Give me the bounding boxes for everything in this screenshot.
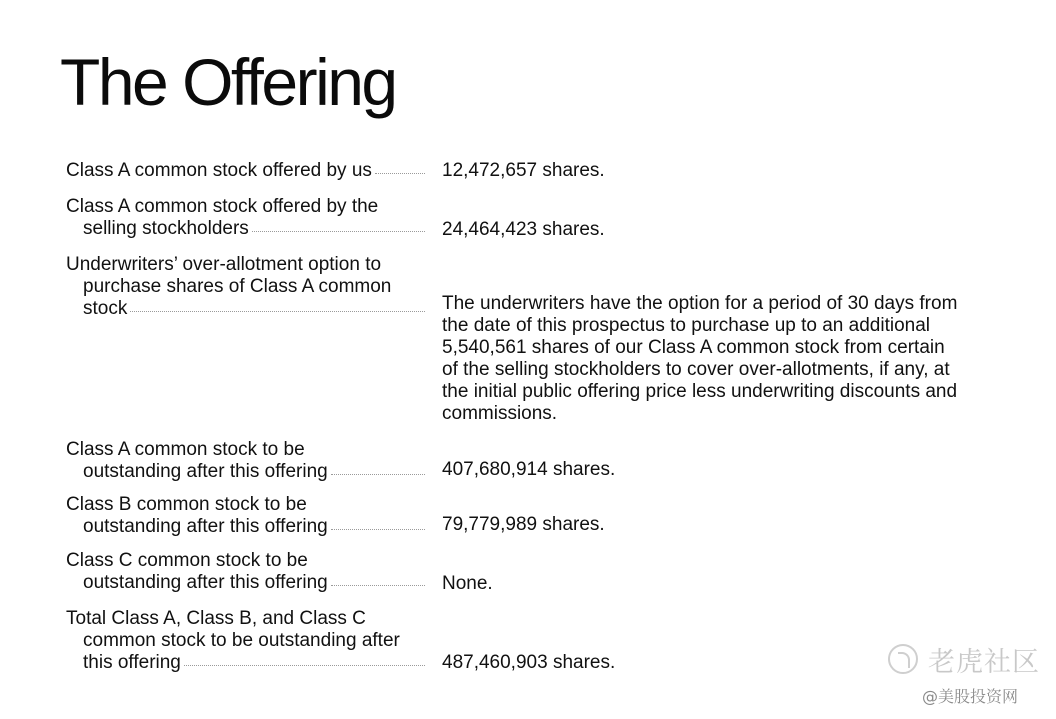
watermark-name: 老虎社区 xyxy=(928,647,1040,678)
row-label: Class A common stock offered by the selling stockholders xyxy=(66,196,425,240)
row-label: Class A common stock offered by us xyxy=(66,160,425,182)
dot-leader xyxy=(184,665,425,666)
row-label: Class C common stock to be outstanding after this offering xyxy=(66,550,425,594)
dot-leader xyxy=(375,173,425,174)
row-value: 79,779,989 shares. xyxy=(442,514,605,535)
row-value: None. xyxy=(442,573,493,594)
row-label: Total Class A, Class B, and Class C common stock to be outstanding after this offering xyxy=(66,608,425,674)
dot-leader xyxy=(331,474,425,475)
row-value: 487,460,903 shares. xyxy=(442,652,616,673)
watermark xyxy=(888,640,1048,715)
dot-leader xyxy=(252,231,425,232)
dot-leader xyxy=(331,529,425,530)
row-value: 407,680,914 shares. xyxy=(442,459,616,480)
row-label: Underwriters’ over-allotment option to purchase shares of Class A common stock xyxy=(66,254,425,320)
dot-leader xyxy=(130,311,425,312)
row-label: Class B common stock to be outstanding after this offering xyxy=(66,494,425,538)
row-value: The underwriters have the option for a period of 30 days from the date of this prospectus to purchase up to an additional 5,540,561 shares of our Class A common stock from certain of the selling stockholders to cover over-allotments, if any, at the initial public offering price less underwriting discounts and commissions. xyxy=(442,293,958,424)
page-title: The Offering xyxy=(60,45,396,119)
dot-leader xyxy=(331,585,425,586)
row-value: 24,464,423 shares. xyxy=(442,219,605,240)
watermark-subtitle: @美股投资网 xyxy=(922,687,1019,706)
tiger-logo-icon xyxy=(888,644,918,674)
row-label: Class A common stock to be outstanding after this offering xyxy=(66,439,425,483)
row-value: 12,472,657 shares. xyxy=(442,160,605,181)
